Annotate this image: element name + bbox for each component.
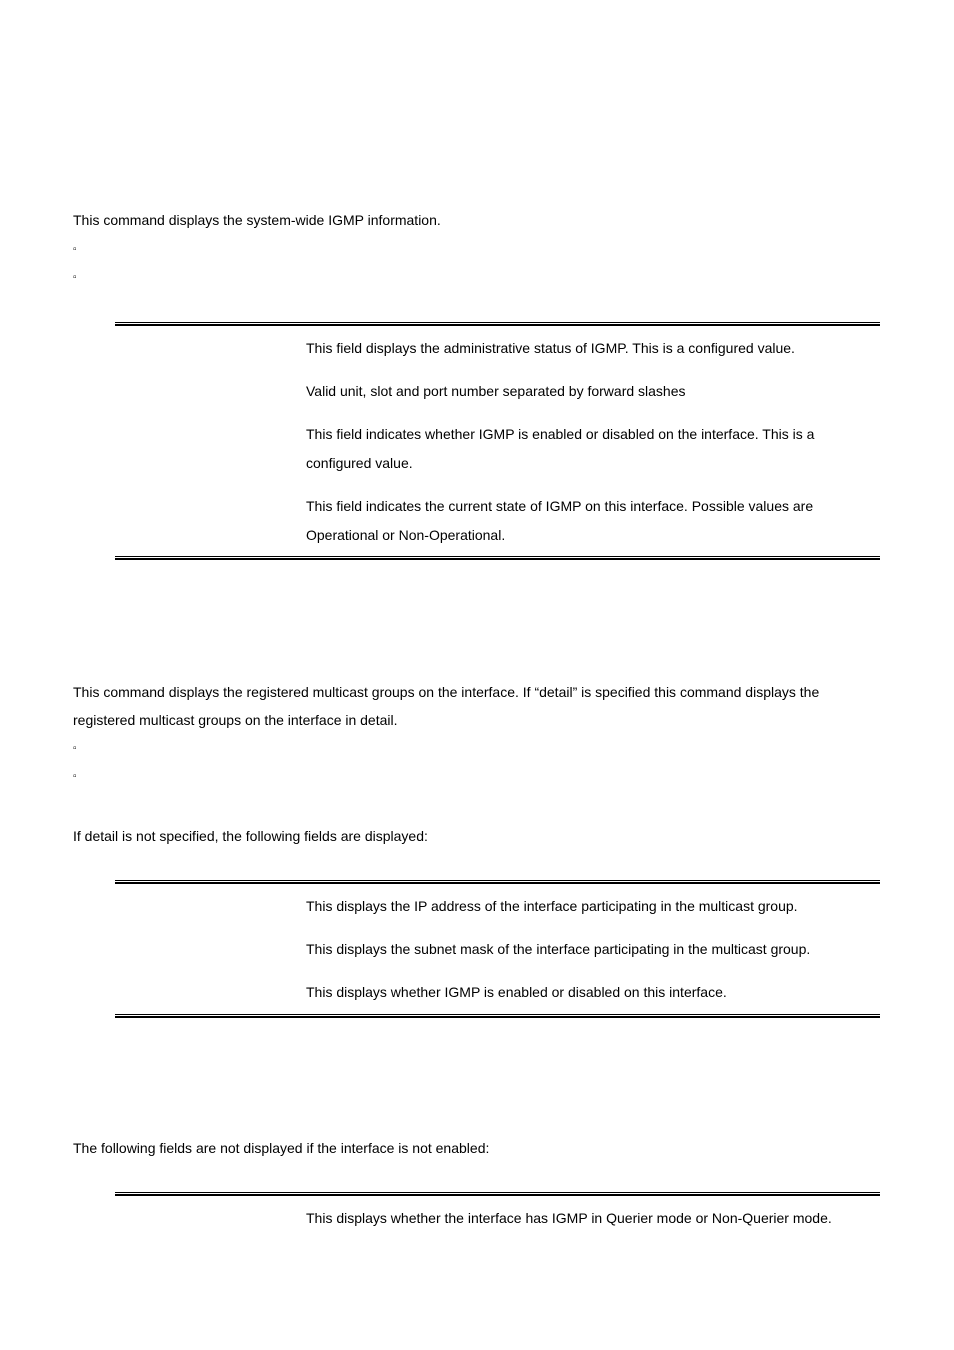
bullet-marker: ▫ xyxy=(73,743,77,754)
table-top-rule xyxy=(115,322,880,326)
section3-intro: The following fields are not displayed if the interface is not enabled: xyxy=(73,1140,490,1156)
table-bottom-rule xyxy=(115,1014,880,1018)
field-description: This field displays the administrative status of IGMP. This is a configured value. xyxy=(306,340,795,356)
field-description: Valid unit, slot and port number separated by forward slashes xyxy=(306,383,686,399)
section1-intro: This command displays the system-wide IGMP information. xyxy=(73,212,441,228)
field-description: This field indicates whether IGMP is enabled or disabled on the interface. This is a configured value. xyxy=(306,426,815,471)
field-description: This displays the subnet mask of the interface participating in the multicast group. xyxy=(306,941,811,957)
section2-intro: This command displays the registered multicast groups on the interface. If “detail” is specified this command displays the registered multicast groups on the interface in detail. xyxy=(73,684,820,728)
field-description: This displays whether the interface has IGMP in Querier mode or Non-Querier mode. xyxy=(306,1210,832,1226)
field-description: This field indicates the current state of IGMP on this interface. Possible values are Operational or Non-Operational. xyxy=(306,498,814,543)
bullet-marker: ▫ xyxy=(73,771,77,782)
table-bottom-rule xyxy=(115,556,880,560)
field-description: This displays the IP address of the interface participating in the multicast group. xyxy=(306,898,798,914)
table-top-rule xyxy=(115,880,880,884)
section2-note: If detail is not specified, the following fields are displayed: xyxy=(73,828,428,844)
field-description: This displays whether IGMP is enabled or disabled on this interface. xyxy=(306,984,727,1000)
table-top-rule xyxy=(115,1192,880,1196)
bullet-marker: ▫ xyxy=(73,272,77,283)
bullet-marker: ▫ xyxy=(73,244,77,255)
